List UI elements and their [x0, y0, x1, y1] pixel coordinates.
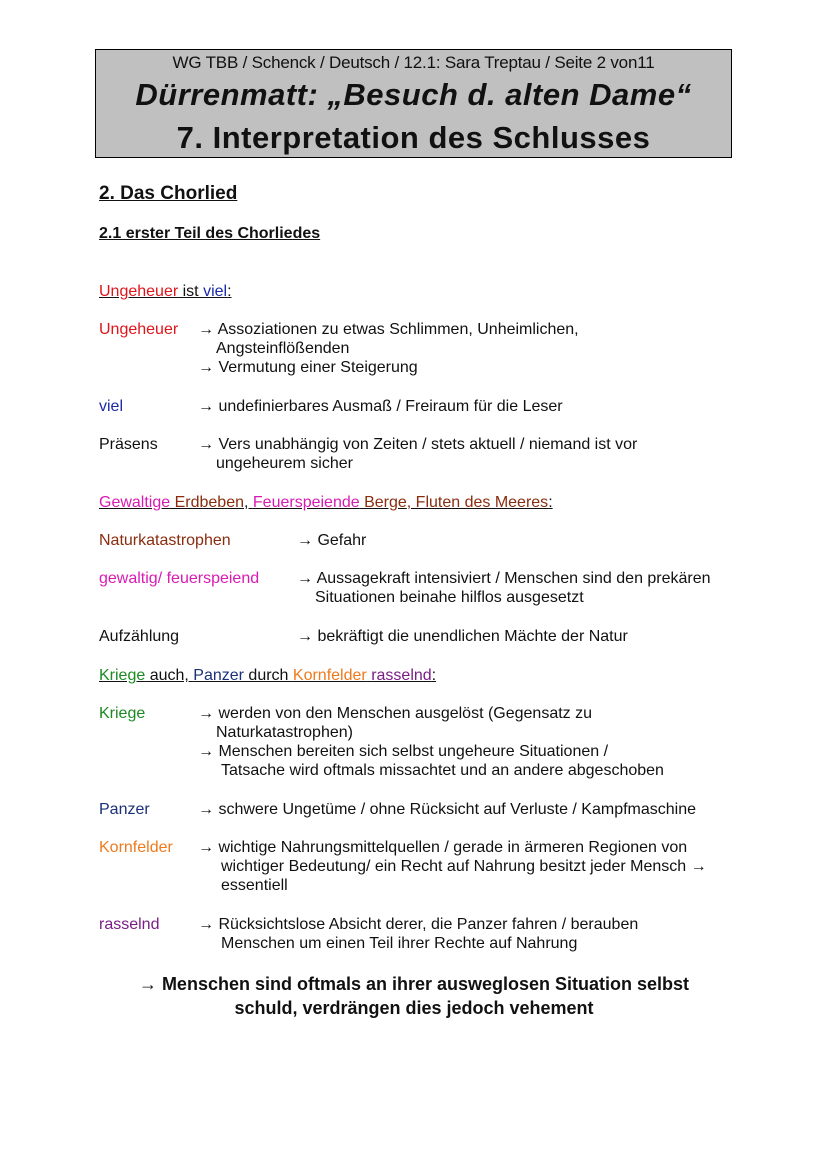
explanation-line: → Vermutung einer Steigerung [198, 359, 418, 376]
explanation-line: Angsteinflößenden [216, 340, 350, 357]
verse-word: viel [203, 283, 228, 300]
explanation-line: → werden von den Menschen ausgelöst (Gegensatz zu [198, 705, 593, 722]
header-meta: WG TBB / Schenck / Deutsch / 12.1: Sara Treptau / Seite 2 von11 [172, 53, 655, 72]
verse-word: : [548, 494, 553, 511]
term-label: Kornfelder [99, 839, 173, 856]
conclusion-line: schuld, verdrängen dies jedoch vehement [234, 998, 594, 1018]
term-label: viel [99, 398, 124, 415]
explanation-line: → wichtige Nahrungsmittelquellen / gerade in ärmeren Regionen von [198, 839, 688, 856]
verse-word: Kriege [99, 667, 146, 684]
verse-heading-2 [99, 494, 553, 512]
verse-word: Erdbeben [170, 494, 244, 511]
explanation-line: → Assoziationen zu etwas Schlimmen, Unheimlichen, [198, 321, 579, 338]
term-label: gewaltig/ feuerspeiend [99, 570, 260, 587]
explanation-line: → bekräftigt die unendlichen Mächte der Natur [297, 628, 628, 645]
conclusion-line: → Menschen sind oftmals an ihrer ausweglosen Situation selbst [138, 974, 690, 994]
explanation-line: → schwere Ungetüme / ohne Rücksicht auf Verluste / Kampfmaschine [198, 801, 697, 818]
document-title: Dürrenmatt: „Besuch d. alten Dame“ [135, 77, 692, 112]
explanation-line: → Aussagekraft intensiviert / Menschen sind den prekären [297, 570, 711, 587]
explanation-line: → undefinierbares Ausmaß / Freiraum für die Leser [198, 398, 563, 415]
conclusion [99, 972, 729, 1020]
explanation-line: → Vers unabhängig von Zeiten / stets aktuell / niemand ist vor [198, 436, 638, 453]
verse-word: Gewaltige [99, 494, 171, 511]
section-title: 2. Das Chorlied [99, 183, 238, 204]
verse-word: Ungeheuer [99, 283, 179, 300]
term-label: Naturkatastrophen [99, 532, 231, 549]
term-label: Ungeheuer [99, 321, 179, 338]
verse-heading-3 [99, 667, 436, 685]
verse-word: Panzer [193, 667, 244, 684]
verse-word: Kornfelder [292, 667, 367, 684]
verse-word: : [431, 667, 437, 684]
header-box [95, 49, 732, 158]
verse-word: : [227, 283, 232, 300]
verse-word: ist [178, 283, 204, 300]
verse-heading-1 [99, 283, 232, 301]
explanation-line: wichtiger Bedeutung/ ein Recht auf Nahrung besitzt jeder Mensch → [221, 858, 707, 875]
explanation-line: Naturkatastrophen) [216, 724, 353, 741]
explanation-line: essentiell [221, 877, 288, 894]
term-label: Aufzählung [99, 628, 180, 645]
verse-word: Feuerspeiende [252, 494, 360, 511]
explanation-line: → Gefahr [297, 532, 367, 549]
verse-word: durch [243, 667, 293, 684]
term-label: Kriege [99, 705, 146, 722]
explanation-line: ungeheurem sicher [216, 455, 353, 472]
verse-word: auch, [145, 667, 194, 684]
verse-word: , [244, 494, 253, 511]
explanation-line: Menschen um einen Teil ihrer Rechte auf Nahrung [221, 935, 578, 952]
explanation-line: → Menschen bereiten sich selbst ungeheure Situationen / [198, 743, 609, 760]
explanation-line: Situationen beinahe hilflos ausgesetzt [315, 589, 584, 606]
verse-word: rasselnd [371, 667, 432, 684]
verse-word: , Fluten des Meeres [406, 494, 549, 511]
term-label: Präsens [99, 436, 158, 453]
document-subtitle: 7. Interpretation des Schlusses [176, 120, 651, 155]
term-label: Panzer [99, 801, 150, 818]
explanation-line: → Rücksichtslose Absicht derer, die Panzer fahren / berauben [198, 916, 639, 933]
verse-word: Berge [359, 494, 407, 511]
term-label: rasselnd [99, 916, 160, 933]
subsection-title: 2.1 erster Teil des Chorliedes [99, 225, 321, 242]
explanation-line: Tatsache wird oftmals missachtet und an andere abgeschoben [221, 762, 664, 779]
